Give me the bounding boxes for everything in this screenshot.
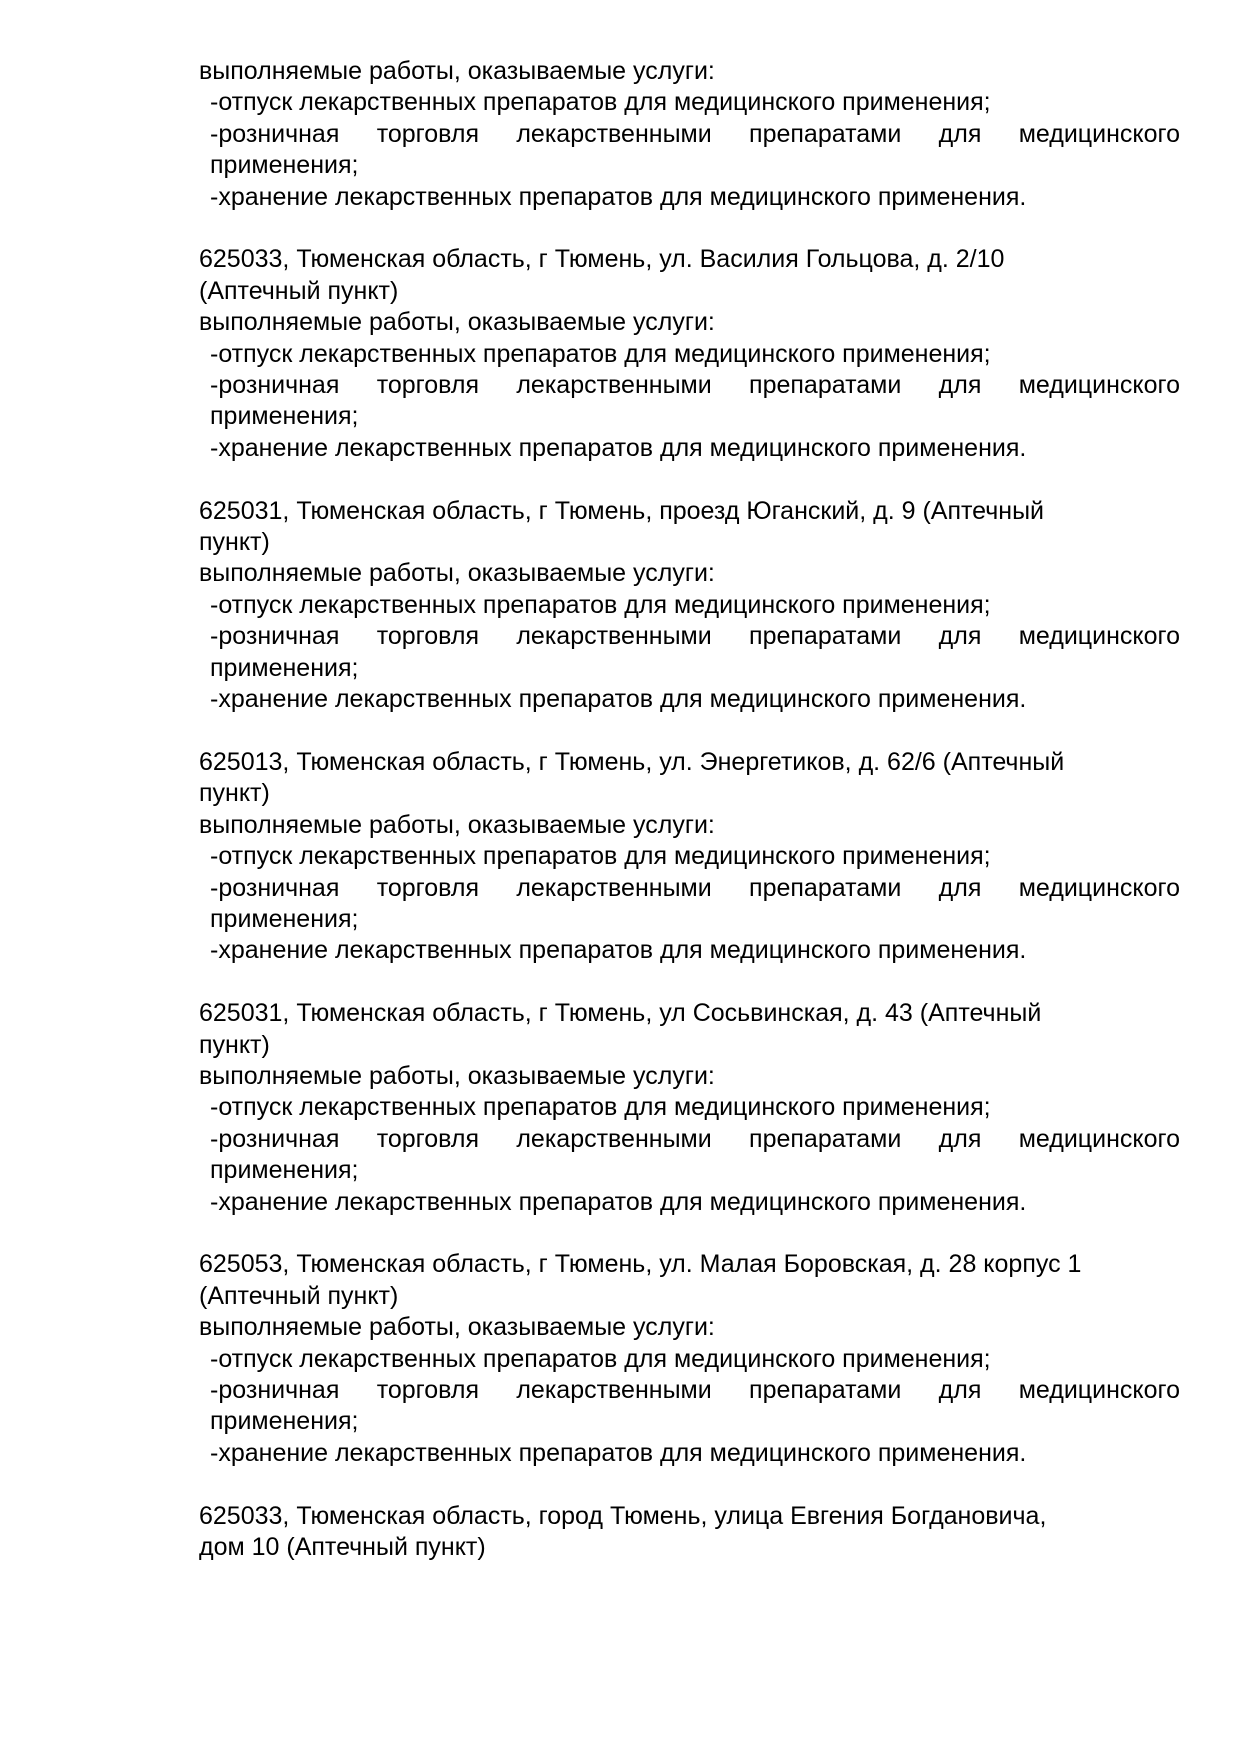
service-item-line: -хранение лекарственных препаратов для медицинского применения.	[210, 1438, 1027, 1467]
services-header: выполняемые работы, оказываемые услуги:	[199, 1061, 715, 1090]
service-item-line: -хранение лекарственных препаратов для медицинского применения.	[210, 936, 1027, 965]
service-item	[199, 119, 1180, 182]
pharmacy-entry	[199, 56, 1180, 213]
pharmacy-entry	[199, 747, 1180, 967]
document-content	[199, 56, 1180, 1563]
service-item-line: -отпуск лекарственных препаратов для медицинского применения;	[210, 1093, 991, 1122]
service-item	[199, 590, 1180, 621]
pharmacy-address-line: (Аптечный пункт)	[199, 1281, 399, 1310]
pharmacy-address-line: пункт)	[199, 1030, 270, 1059]
service-item-line: применения;	[210, 653, 359, 682]
service-item-line: -отпуск лекарственных препаратов для медицинского применения;	[210, 88, 991, 117]
service-item	[199, 1438, 1180, 1469]
pharmacy-address-line: 625031, Тюменская область, г Тюмень, проезд Юганский, д. 9 (Аптечный	[199, 496, 1045, 525]
service-item-line: -розничная торговля лекарственными препаратами для медицинского	[210, 119, 1180, 148]
services-header: выполняемые работы, оказываемые услуги:	[199, 559, 715, 588]
service-item-line: -отпуск лекарственных препаратов для медицинского применения;	[210, 590, 991, 619]
pharmacy-entry	[199, 244, 1180, 464]
services-header: выполняемые работы, оказываемые услуги:	[199, 57, 715, 85]
pharmacy-entry	[199, 998, 1180, 1218]
service-item-line: -розничная торговля лекарственными препаратами для медицинского	[210, 622, 1180, 651]
services-header: выполняемые работы, оказываемые услуги:	[199, 308, 715, 337]
service-item	[199, 1187, 1180, 1218]
service-item	[199, 182, 1180, 213]
service-item	[199, 433, 1180, 464]
pharmacy-entry	[199, 496, 1180, 716]
service-item-line: -отпуск лекарственных препаратов для медицинского применения;	[210, 1344, 991, 1373]
service-item	[199, 935, 1180, 966]
pharmacy-address-line: 625013, Тюменская область, г Тюмень, ул. Энергетиков, д. 62/6 (Аптечный	[199, 747, 1065, 776]
service-item-line: -розничная торговля лекарственными препаратами для медицинского	[210, 371, 1180, 400]
service-item	[199, 339, 1180, 370]
service-item	[199, 1375, 1180, 1438]
service-item	[199, 1124, 1180, 1187]
pharmacy-entry	[199, 1501, 1180, 1564]
pharmacy-address-line: дом 10 (Аптечный пункт)	[199, 1533, 486, 1561]
service-item-line: -хранение лекарственных препаратов для медицинского применения.	[210, 1187, 1027, 1216]
service-item-line: -хранение лекарственных препаратов для медицинского применения.	[210, 182, 1027, 211]
service-item	[199, 87, 1180, 118]
service-item-line: применения;	[210, 151, 359, 180]
service-item-line: -отпуск лекарственных препаратов для медицинского применения;	[210, 842, 991, 871]
service-item-line: применения;	[210, 1407, 359, 1436]
services-header: выполняемые работы, оказываемые услуги:	[199, 1313, 715, 1342]
pharmacy-address-line: 625031, Тюменская область, г Тюмень, ул Сосьвинская, д. 43 (Аптечный	[199, 999, 1042, 1028]
service-item	[199, 684, 1180, 715]
service-item-line: -отпуск лекарственных препаратов для медицинского применения;	[210, 339, 991, 368]
service-item-line: применения;	[210, 1156, 359, 1185]
service-item	[199, 1344, 1180, 1375]
service-item	[199, 873, 1180, 936]
service-item-line: -розничная торговля лекарственными препаратами для медицинского	[210, 1375, 1180, 1404]
service-item-line: -хранение лекарственных препаратов для медицинского применения.	[210, 433, 1027, 462]
service-item	[199, 370, 1180, 433]
pharmacy-address-line: 625033, Тюменская область, город Тюмень, улица Евгения Богдановича,	[199, 1501, 1047, 1530]
pharmacy-address-line: 625033, Тюменская область, г Тюмень, ул. Василия Гольцова, д. 2/10	[199, 245, 1005, 274]
service-item	[199, 621, 1180, 684]
pharmacy-entry	[199, 1249, 1180, 1469]
service-item	[199, 841, 1180, 872]
service-item-line: применения;	[210, 402, 359, 431]
service-item	[199, 1092, 1180, 1123]
services-header: выполняемые работы, оказываемые услуги:	[199, 810, 715, 839]
pharmacy-address-line: пункт)	[199, 779, 270, 808]
pharmacy-address-line: (Аптечный пункт)	[199, 276, 399, 305]
service-item-line: -хранение лекарственных препаратов для медицинского применения.	[210, 685, 1027, 714]
pharmacy-address-line: пункт)	[199, 528, 270, 557]
service-item-line: -розничная торговля лекарственными препаратами для медицинского	[210, 873, 1180, 902]
service-item-line: применения;	[210, 904, 359, 933]
service-item-line: -розничная торговля лекарственными препаратами для медицинского	[210, 1124, 1180, 1153]
pharmacy-address-line: 625053, Тюменская область, г Тюмень, ул. Малая Боровская, д. 28 корпус 1	[199, 1250, 1082, 1279]
